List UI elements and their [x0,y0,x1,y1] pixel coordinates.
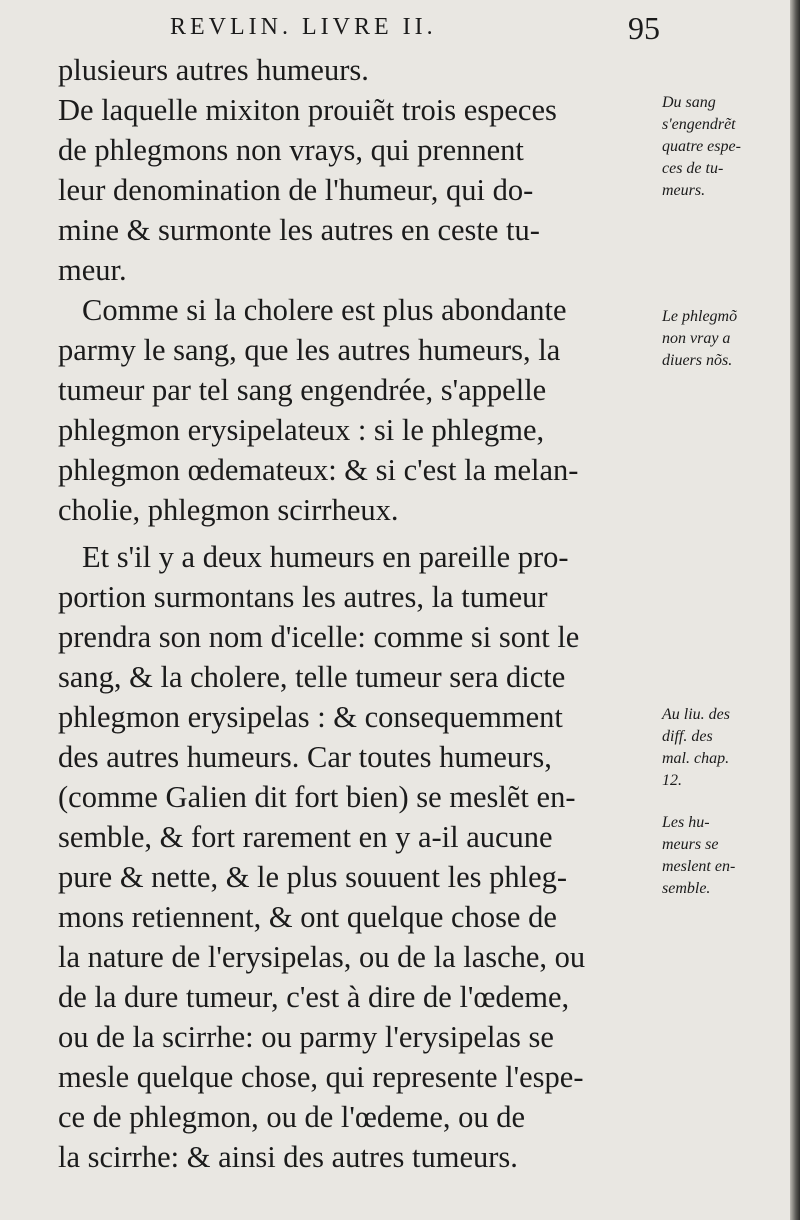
text-line: leur denomination de l'humeur, qui do- [58,173,534,207]
text-line: la scirrhe: & ainsi des autres tumeurs. [58,1140,518,1174]
running-head: REVLIN. LIVRE II. [170,14,437,40]
margin-note-line: mal. chap. [662,750,730,767]
page-header [60,10,660,50]
text-line: plusieurs autres humeurs. [58,53,369,87]
margin-note [662,704,792,792]
margin-note-line: semble. [662,880,711,897]
text-line: phlegmon erysipelas : & consequemment [58,700,563,734]
margin-note-line: meurs. [662,182,706,199]
margin-note-line: meslent en- [662,858,736,875]
text-line: tumeur par tel sang engendrée, s'appelle [58,373,547,407]
margin-note-line: non vray a [662,330,731,347]
text-line: cholie, phlegmon scirrheux. [58,493,399,527]
text-line: la nature de l'erysipelas, ou de la lasche, ou [58,940,586,974]
text-line: mesle quelque chose, qui represente l'espe- [58,1060,584,1094]
text-line: semble, & fort rarement en y a-il aucune [58,820,553,854]
margin-note-line: s'engendrẽt [662,116,736,133]
text-line: phlegmon œdemateux: & si c'est la melan- [58,453,579,487]
text-line: mons retiennent, & ont quelque chose de [58,900,557,934]
text-line: des autres humeurs. Car toutes humeurs, [58,740,552,774]
text-line: sang, & la cholere, telle tumeur sera dicte [58,660,566,694]
margin-note-line: diuers nõs. [662,352,733,369]
margin-note-line: Du sang [662,94,716,111]
margin-note [662,92,792,202]
paragraph-start-line: Et s'il y a deux humeurs en pareille pro- [82,540,569,574]
text-line: phlegmon erysipelateux : si le phlegme, [58,413,545,447]
margin-note-line: 12. [662,772,682,789]
body-text [58,50,668,1177]
text-line: mine & surmonte les autres en ceste tu- [58,213,540,247]
margin-note-line: Au liu. des [662,706,730,723]
margin-note-line: Le phlegmõ [662,308,738,325]
paragraph-start-line: Comme si la cholere est plus abondante [82,293,567,327]
text-line: de la dure tumeur, c'est à dire de l'œdeme, [58,980,570,1014]
text-line: de phlegmons non vrays, qui prennent [58,133,524,167]
text-line: prendra son nom d'icelle: comme si sont le [58,620,580,654]
margin-note-line: quatre espe- [662,138,741,155]
margin-note-line: ces de tu- [662,160,724,177]
text-line: meur. [58,253,127,287]
page-number: 95 [628,10,660,46]
text-line: ou de la scirrhe: ou parmy l'erysipelas se [58,1020,554,1054]
text-line: ce de phlegmon, ou de l'œdeme, ou de [58,1100,526,1134]
margin-note-line: meurs se [662,836,719,853]
text-line: parmy le sang, que les autres humeurs, la [58,333,561,367]
margin-note-line: diff. des [662,728,713,745]
text-line: portion surmontans les autres, la tumeur [58,580,548,614]
text-line: (comme Galien dit fort bien) se meslẽt en- [58,780,576,814]
text-line: De laquelle mixiton prouiẽt trois especes [58,93,557,127]
text-line: pure & nette, & le plus souuent les phleg- [58,860,568,894]
margin-note [662,812,792,900]
margin-note [662,306,792,372]
page-edge [790,0,800,1220]
margin-note-line: Les hu- [662,814,710,831]
